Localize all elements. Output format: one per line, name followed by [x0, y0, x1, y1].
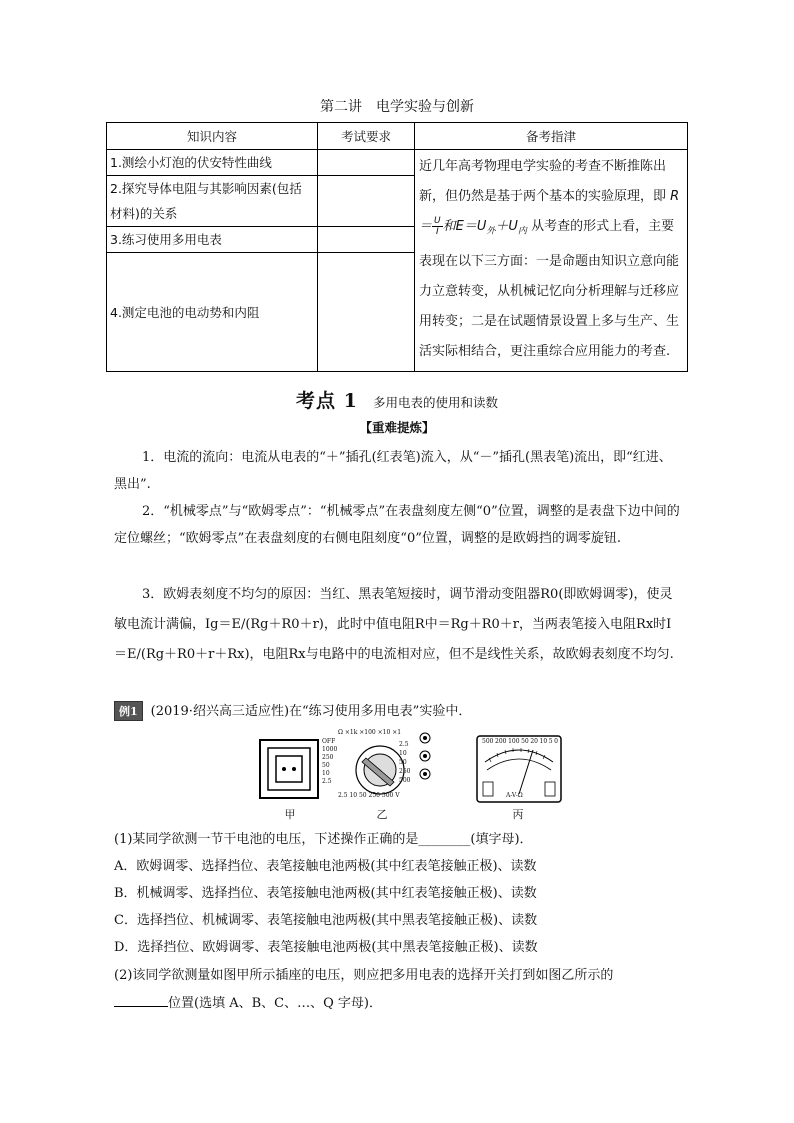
label-yi: 乙	[376, 808, 388, 821]
meter-unit: A-V-Ω	[506, 792, 523, 799]
header-guide: 备考指津	[415, 123, 688, 150]
guide-text-1: 近几年高考物理电学实验的考查不断推陈出新，但仍然是基于两个基本的实验原理，即	[419, 159, 667, 204]
section-heading	[0, 386, 794, 413]
example-text: 在“练习使用多用电表”实验中．	[289, 704, 472, 719]
row-2: 2.探究导体电阻与其影响因素(包括材料)的关系	[107, 176, 318, 227]
socket-figure	[258, 738, 320, 802]
answer-blank	[114, 994, 168, 1007]
dial-bottom-label: 2.5 10 50 250 500 V	[338, 792, 400, 799]
point-3: 3．欧姆表刻度不均匀的原因：当红、黑表笔短接时，调节滑动变阻器R0(即欧姆调零)，使灵敏电流计满偏，Ig＝E/(Rg＋R0＋r)，此时中值电阻R中＝Rg＋R0＋r，当两表笔接入电阻Rx时I＝E/(Rg＋R0＋r＋Rx)，电阻Rx与电路中的电流相对应，但不是线性关系，故欧姆表刻度不均匀.	[114, 587, 674, 662]
dial-right-labels: 2.5 10 50 250 500	[399, 741, 411, 784]
point-2: 2．“机械零点”与“欧姆零点”：“机械零点”在表盘刻度左侧“0”位置，调整的是表盘下边中间的定位螺丝；“欧姆零点”在表盘刻度的右侧电阻刻度“0”位置，调整的是欧姆挡的调零旋钮.	[114, 504, 680, 546]
header-knowledge: 知识内容	[107, 123, 318, 150]
section-title: 考点 1	[296, 390, 358, 412]
q1-stem: (1)某同学欲测一节干电池的电压，下述操作正确的是________(填字母)．	[114, 832, 533, 847]
dial-top-label: Ω ×1k ×100 ×10 ×1	[338, 729, 402, 736]
guide-text-2: 从考查的形式上看，主要表现在以下三方面：一是命题由知识立意向能力立意转变，从机械记忆向分析理解与迁移应用转变；二是在试题情景设置上多与生产、生活实际相结合，更注重综合应用能力的考查.	[419, 219, 680, 359]
q2-line2: 位置(选填 A、B、C、…、Q 字母)．	[114, 990, 684, 1018]
section-subtitle: 多用电表的使用和读数	[372, 395, 498, 410]
meter-top-scale: 500 200 100 50 20 10 5 0	[482, 738, 558, 745]
knowledge-table	[106, 122, 688, 372]
row-4: 4.测定电池的电动势和内阻	[107, 253, 318, 372]
q2-line1: (2)该同学欲测量如图甲所示插座的电压，则应把多用电表的选择开关打到如图乙所示的	[114, 968, 614, 983]
example-source: (2019·绍兴高三适应性)	[150, 704, 290, 719]
guide-formula: R＝ $\frac{U}{I}$ 和$E=U_外+U_内$	[419, 189, 680, 237]
q1-option-c: C．选择挡位、机械调零、表笔接触电池两极(其中黑表笔接触正极)、读数	[114, 913, 538, 928]
q1-option-d: D．选择挡位、欧姆调零、表笔接触电池两极(其中黑表笔接触正极)、读数	[114, 940, 538, 955]
example-badge: 例1	[114, 701, 143, 721]
q1-option-a: A．欧姆调零、选择挡位、表笔接触电池两极(其中红表笔接触正极)、读数	[114, 859, 537, 874]
page-title: 第二讲 电学实验与创新	[320, 99, 474, 115]
row-3: 3.练习使用多用电表	[107, 227, 318, 253]
sub-heading: 【重难提炼】	[359, 420, 435, 435]
q1-option-b: B．机械调零、选择挡位、表笔接触电池两极(其中红表笔接触正极)、读数	[114, 886, 537, 901]
dial-left-labels: OFF 1000 250 50 10 2.5	[322, 738, 338, 785]
header-requirement: 考试要求	[318, 123, 415, 150]
example-line	[114, 700, 471, 721]
label-jia: 甲	[284, 808, 296, 821]
row-1: 1.测绘小灯泡的伏安特性曲线	[107, 150, 318, 176]
guide-cell	[415, 150, 688, 372]
label-bing: 丙	[512, 808, 524, 821]
point-1: 1．电流的流向：电流从电表的“＋”插孔(红表笔)流入，从“－”插孔(黑表笔)流出，即“红进、黑出”.	[114, 450, 672, 492]
